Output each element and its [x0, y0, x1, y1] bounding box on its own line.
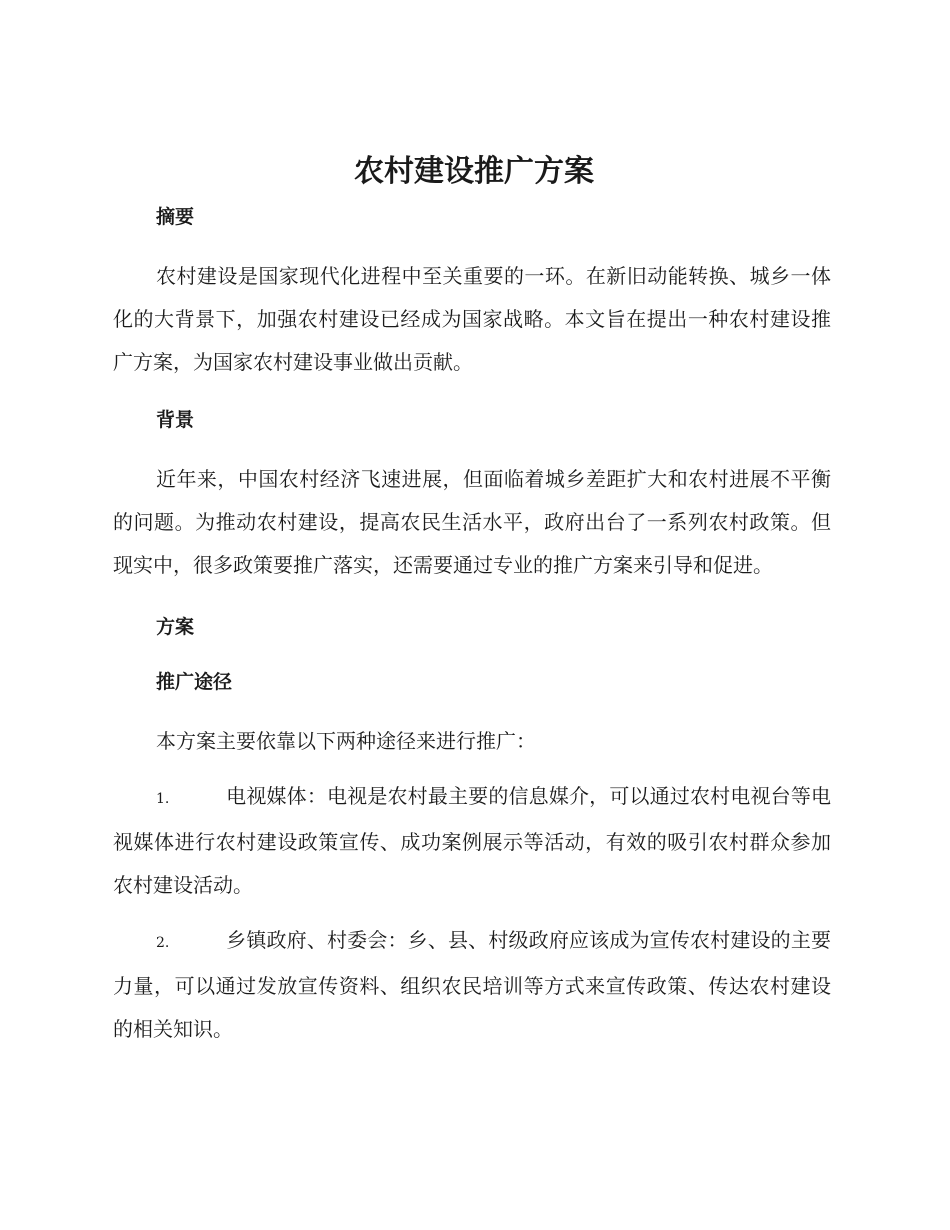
document-page — [113, 150, 831, 1051]
list-item — [113, 775, 831, 907]
abstract-heading: 摘要 — [156, 206, 195, 228]
list-item-number: 2. — [156, 935, 170, 951]
list-item-text: 电视媒体：电视是农村最主要的信息媒介，可以通过农村电视台等电视媒体进行农村建设政策宣传、成功案例展示等活动，有效的吸引农村群众参加农村建设活动。 — [113, 784, 831, 897]
list-item-number: 1. — [156, 791, 170, 807]
abstract-paragraph: 农村建设是国家现代化进程中至关重要的一环。在新旧动能转换、城乡一体化的大背景下，加强农村建设已经成为国家战略。本文旨在提出一种农村建设推广方案，为国家农村建设事业做出贡献。 — [113, 264, 831, 374]
background-paragraph: 近年来，中国农村经济飞速进展，但面临着城乡差距扩大和农村进展不平衡的问题。为推动农村建设，提高农民生活水平，政府出台了一系列农村政策。但现实中，很多政策要推广落实，还需要通过专业的推广方案来引导和促进。 — [113, 467, 831, 577]
channels-heading: 推广途径 — [156, 671, 233, 693]
background-heading: 背景 — [156, 409, 195, 431]
channels-intro: 本方案主要依靠以下两种途径来进行推广： — [156, 729, 536, 753]
list-item-text: 乡镇政府、村委会：乡、县、村级政府应该成为宣传农村建设的主要力量，可以通过发放宣传资料、组织农民培训等方式来宣传政策、传达农村建设的相关知识。 — [113, 928, 831, 1041]
plan-heading: 方案 — [156, 616, 195, 638]
document-title: 农村建设推广方案 — [354, 154, 594, 189]
list-item — [113, 919, 831, 1051]
